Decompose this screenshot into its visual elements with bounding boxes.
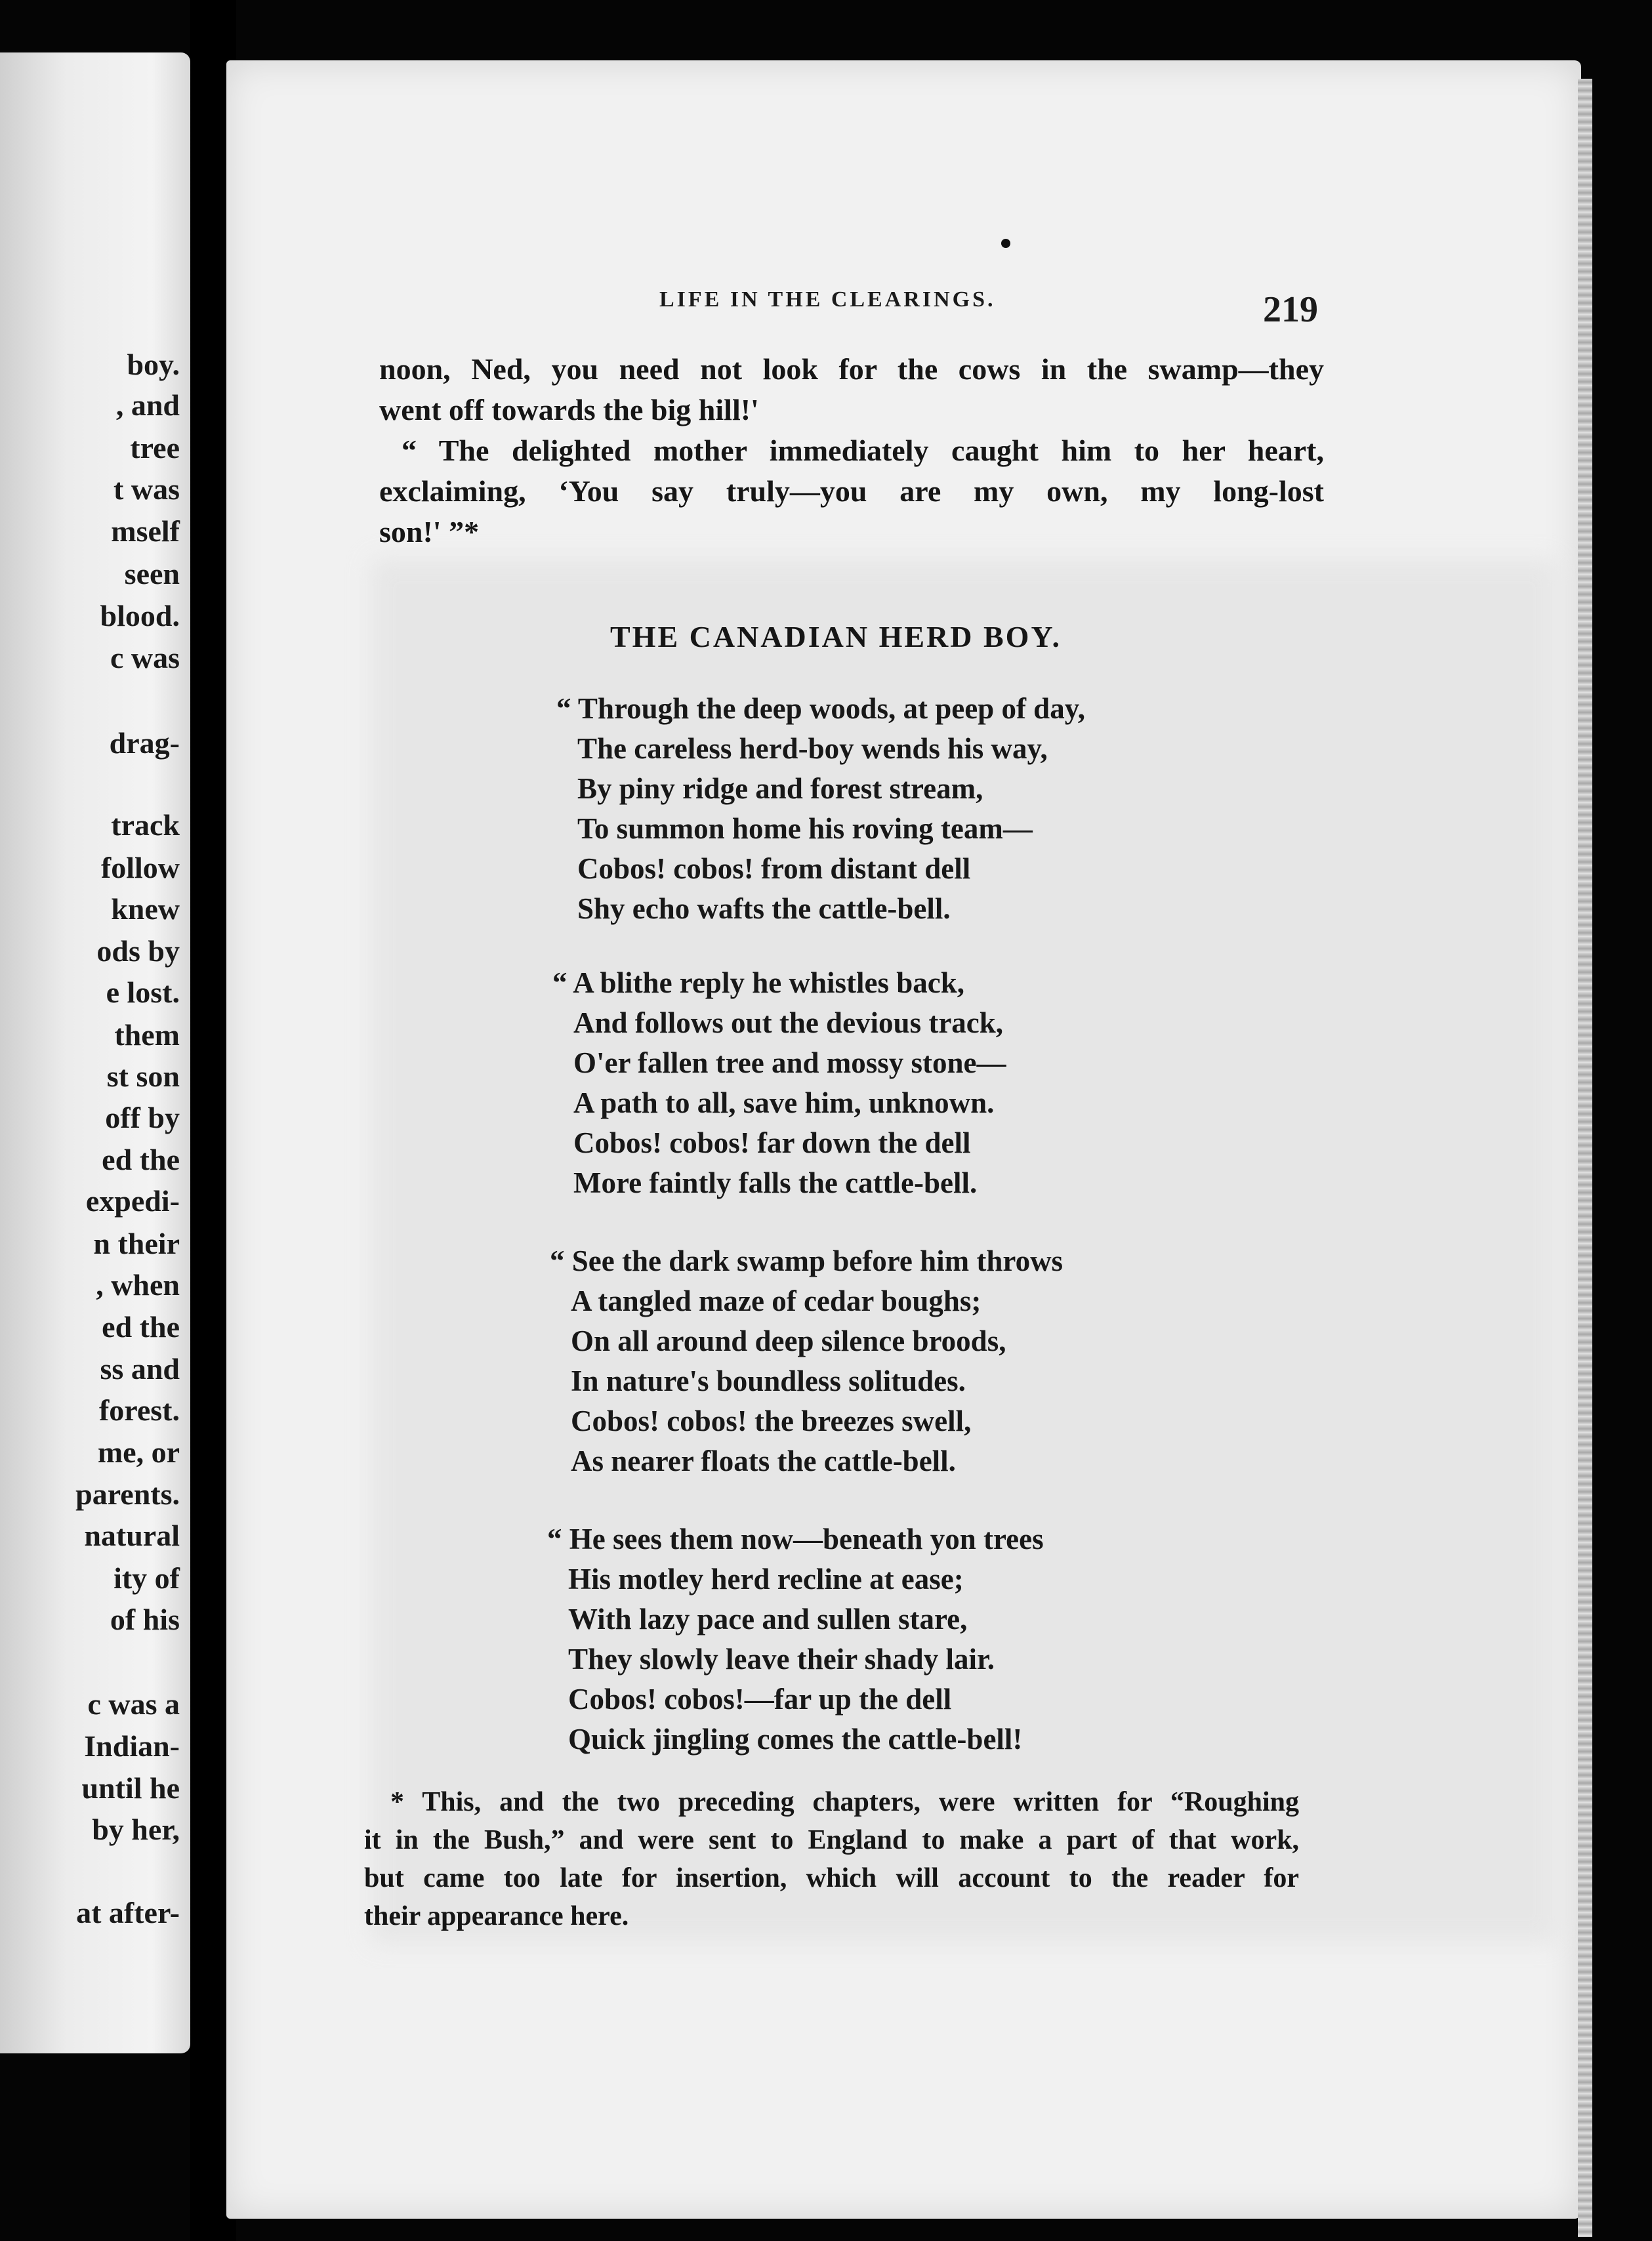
left-page-text-fragment: until he (81, 1771, 180, 1805)
left-page-text-fragment: c was (110, 641, 180, 674)
verse-line: With lazy pace and sullen stare, (568, 1603, 968, 1635)
prose-paragraphs (379, 349, 1324, 552)
verse-line: The careless herd-boy wends his way, (577, 732, 1048, 765)
verse-line: Cobos! cobos! from distant dell (577, 852, 971, 885)
left-page-text-fragment: track (111, 808, 180, 842)
paragraph-end (379, 349, 1324, 430)
left-page-text-fragment: mself (111, 514, 180, 548)
footnote (364, 1783, 1299, 1935)
poem-stanza-4 (547, 1519, 1044, 1759)
verse-line: A tangled maze of cedar boughs; (571, 1285, 981, 1317)
verse-line: To summon home his roving team— (577, 812, 1033, 845)
left-page-text-fragment: knew (111, 892, 180, 926)
prose-line: went off towards the big hill!' (379, 393, 759, 426)
verse-line: In nature's boundless solitudes. (571, 1365, 966, 1397)
footnote-line: their appearance here. (364, 1901, 629, 1931)
poem-title: THE CANADIAN HERD BOY. (610, 620, 1062, 653)
left-page-text-fragment: expedi- (85, 1184, 180, 1218)
poem-stanza-1 (556, 689, 1085, 929)
prose-line: exclaiming, ‘You say truly—you are my own, my long-lost (379, 474, 1324, 508)
left-page-text-fragment: natural (84, 1519, 180, 1552)
footnote-line: it in the Bush,” and were sent to England to make a part of that work, (364, 1825, 1299, 1855)
page-number: 219 (1263, 289, 1318, 330)
verse-line: His motley herd recline at ease; (568, 1563, 964, 1595)
left-page-text-fragment: forest. (98, 1393, 180, 1427)
left-page-text-fragment: ss and (100, 1352, 180, 1386)
left-page-text-fragment: c was a (87, 1687, 180, 1721)
left-page-text-fragment: st son (106, 1059, 180, 1093)
verse-line: A path to all, save him, unknown. (573, 1086, 995, 1119)
poem-stanza-2 (552, 963, 1006, 1203)
verse-line: Quick jingling comes the cattle-bell! (568, 1723, 1023, 1756)
footnote-line: * This, and the two preceding chapters, were written for “Roughing (390, 1787, 1299, 1817)
verse-line: O'er fallen tree and mossy stone— (573, 1046, 1006, 1079)
prose-line: noon, Ned, you need not look for the cows in the swamp—they (379, 352, 1324, 386)
left-page-text-fragment: me, or (97, 1435, 180, 1469)
left-page-text-fragment: , when (96, 1268, 180, 1302)
verse-line: By piny ridge and forest stream, (577, 772, 983, 805)
left-page-text-fragment: drag- (109, 726, 180, 760)
verse-line: As nearer floats the cattle-bell. (571, 1445, 956, 1477)
left-page-text-fragment: ed the (102, 1310, 180, 1344)
page-edge (1578, 79, 1592, 2237)
left-page-text-fragment: , and (115, 388, 180, 422)
running-head: LIFE IN THE CLEARINGS. (659, 287, 996, 312)
left-page-text-fragment: follow (100, 851, 180, 884)
verse-line: Cobos! cobos! the breezes swell, (571, 1405, 972, 1437)
left-page-text-fragment: ods by (96, 934, 180, 968)
left-page-text-fragment: boy. (127, 348, 180, 381)
footnote-line: but came too late for insertion, which will account to the reader for (364, 1863, 1299, 1893)
left-page-text-fragment: t was (114, 472, 180, 506)
left-page-text-fragment: e lost. (106, 976, 180, 1009)
ink-speck (1001, 239, 1010, 248)
left-page-text-fragment: seen (124, 557, 180, 590)
verse-line: “ Through the deep woods, at peep of day, (556, 692, 1085, 725)
verse-line: “ He sees them now—beneath yon trees (547, 1523, 1044, 1555)
poem-stanza-3 (550, 1241, 1063, 1481)
left-page-text-fragment: them (114, 1018, 180, 1052)
verse-line: They slowly leave their shady lair. (568, 1643, 995, 1676)
paragraph-mother (379, 430, 1324, 552)
left-page-text-fragment: at after- (76, 1896, 180, 1929)
verse-line: On all around deep silence broods, (571, 1325, 1006, 1357)
left-page-text-fragment: tree (130, 431, 180, 464)
left-page-text-fragment: off by (105, 1101, 180, 1134)
verse-line: And follows out the devious track, (573, 1006, 1004, 1039)
verse-line: Shy echo wafts the cattle-bell. (577, 892, 951, 925)
left-page-text-fragment: by her, (92, 1813, 180, 1846)
left-page-text-fragment: Indian- (84, 1729, 180, 1763)
verse-line: Cobos! cobos!—far up the dell (568, 1683, 952, 1716)
left-page-text-fragment: ed the (102, 1143, 180, 1176)
left-page-text-fragment: ity of (114, 1561, 180, 1595)
verse-line: “ See the dark swamp before him throws (550, 1244, 1063, 1277)
left-page-text-fragment: parents. (75, 1477, 180, 1511)
verse-line: “ A blithe reply he whistles back, (552, 966, 965, 999)
verse-line: More faintly falls the cattle-bell. (573, 1166, 978, 1199)
left-page-fragment (0, 52, 190, 2053)
left-page-text-fragment: n their (93, 1227, 180, 1260)
verse-line: Cobos! cobos! far down the dell (573, 1126, 971, 1159)
left-page-text-fragment: blood. (100, 599, 180, 632)
left-page-text-fragment: of his (110, 1603, 180, 1636)
prose-line: son!' ”* (379, 515, 480, 548)
prose-line: “ The delighted mother immediately caught him to her heart, (402, 434, 1324, 467)
